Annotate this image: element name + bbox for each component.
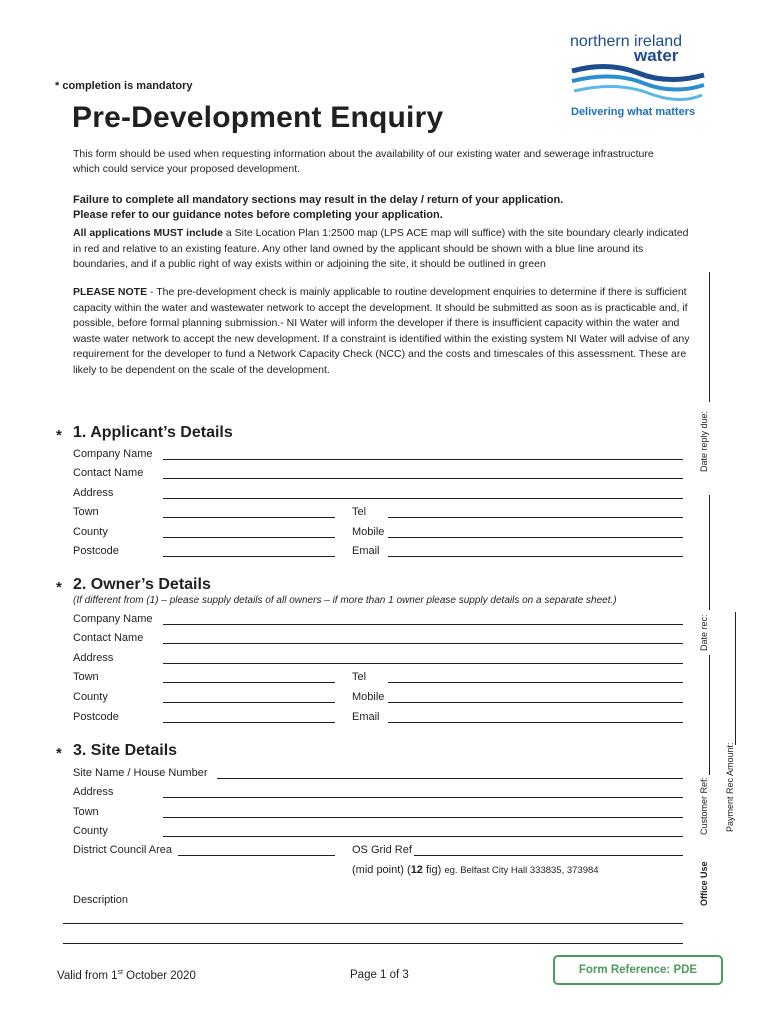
s1-county-label: County — [73, 526, 108, 538]
s3-description-field-2[interactable] — [63, 943, 683, 944]
section3-heading: 3. Site Details — [73, 742, 178, 759]
s1-contact-field[interactable] — [163, 478, 683, 479]
s1-town-label: Town — [73, 506, 99, 518]
s3-midpoint-b: 12 — [410, 864, 423, 876]
s3-site-name-label: Site Name / House Number — [73, 767, 208, 779]
s3-os-grid-field[interactable] — [414, 855, 683, 856]
s3-address-field[interactable] — [163, 797, 683, 798]
intro-text: This form should be used when requesting information about the availability of our existing water and sewerage infrastructure which could service your proposed development. — [73, 148, 654, 175]
s2-postcode-label: Postcode — [73, 711, 119, 723]
s3-county-label: County — [73, 825, 108, 837]
date-rec-label: Date rec: — [699, 614, 709, 651]
s3-midpoint-hint — [352, 864, 599, 876]
s2-town-field[interactable] — [163, 682, 335, 683]
s2-mobile-field[interactable] — [388, 702, 683, 703]
mandatory-note: * completion is mandatory — [55, 80, 193, 92]
section2-subnote: (If different from (1) – please supply details of all owners – if more than 1 owner please supply details on a separate sheet.) — [73, 595, 617, 606]
warning-line-2: Please refer to our guidance notes before completing your application. — [73, 209, 443, 221]
logo-waves-icon — [568, 63, 708, 105]
s1-mobile-label: Mobile — [352, 526, 385, 538]
s3-district-field[interactable] — [178, 855, 335, 856]
s1-email-label: Email — [352, 545, 380, 557]
section2-mandatory-star: * — [56, 579, 62, 596]
s2-email-label: Email — [352, 711, 380, 723]
logo-line2: water — [634, 46, 679, 65]
customer-ref-line[interactable] — [709, 655, 710, 775]
s3-os-grid-label: OS Grid Ref — [352, 844, 412, 856]
s1-contact-label: Contact Name — [73, 467, 144, 479]
s2-town-label: Town — [73, 671, 99, 683]
s1-mobile-field[interactable] — [388, 537, 683, 538]
page-number: Page 1 of 3 — [350, 969, 409, 981]
date-reply-label: Date reply due: — [699, 410, 709, 472]
s3-description-field-1[interactable] — [63, 923, 683, 924]
section2-heading: 2. Owner’s Details — [73, 576, 211, 593]
section1-heading: 1. Applicant’s Details — [73, 424, 233, 441]
page-title: Pre-Development Enquiry — [72, 101, 444, 134]
s3-midpoint-c: fig) — [422, 864, 445, 876]
all-applications-body: a Site Location Plan 1:2500 map (LPS ACE map will suffice) with the site boundary clearly indicated in red and relative to an existing feature. Any other land owned by the applicant should be shown with a blue line around its boundaries, and if a public right of way exists within or adjoining the site, it should be outlined in green — [73, 227, 689, 270]
s1-company-field[interactable] — [163, 459, 683, 460]
warning-block — [73, 193, 683, 223]
s2-tel-label: Tel — [352, 671, 367, 683]
s3-address-label: Address — [73, 786, 114, 798]
please-note-body: - The pre-development check is mainly applicable to routine development enquiries to determine if there is sufficient capacity within the water and wastewater network to accept the development. It should be submitted as soon as is practicable and, if possible, before formal planning submission.- NI Water will inform the developer if there is insufficient capacity within the water and waste water network to accept the new development. If a constraint is identified within the existing system NI Water will advise of any requirement for the developer to fund a Network Capacity Check (NCC) and the costs and timescales of this assessment. These are likely to be dependent on the scale of the development. — [73, 286, 690, 376]
s3-description-label: Description — [73, 894, 129, 906]
s1-town-field[interactable] — [163, 517, 335, 518]
s2-email-field[interactable] — [388, 722, 683, 723]
s1-postcode-label: Postcode — [73, 545, 119, 557]
s2-tel-field[interactable] — [388, 682, 683, 683]
s3-district-label: District Council Area — [73, 844, 173, 856]
s3-midpoint-a: (mid point) ( — [352, 864, 411, 876]
logo-line1: northern ireland — [570, 33, 683, 50]
date-reply-line[interactable] — [709, 272, 710, 402]
date-rec-line[interactable] — [709, 495, 710, 610]
s1-postcode-field[interactable] — [163, 556, 335, 557]
s3-county-field[interactable] — [163, 836, 683, 837]
s1-address-field[interactable] — [163, 498, 683, 499]
valid-from-a: Valid from 1 — [57, 969, 118, 982]
please-note-text — [73, 285, 693, 378]
all-applications-bold: All applications MUST include — [73, 227, 223, 239]
s2-contact-field[interactable] — [163, 643, 683, 644]
section1-mandatory-star: * — [56, 427, 62, 444]
s3-town-field[interactable] — [163, 817, 683, 818]
payment-label: Payment Rec Amount: — [725, 742, 735, 832]
s2-address-field[interactable] — [163, 663, 683, 664]
s2-county-label: County — [73, 691, 108, 703]
s1-company-label: Company Name — [73, 448, 153, 460]
s3-town-label: Town — [73, 806, 99, 818]
form-reference-badge: Form Reference: PDE — [553, 955, 723, 985]
s2-company-field[interactable] — [163, 624, 683, 625]
customer-ref-label: Customer Ref: — [699, 776, 709, 835]
s3-midpoint-example: eg. Belfast City Hall 333835, 373984 — [444, 865, 599, 876]
s3-site-name-field[interactable] — [217, 778, 683, 779]
s1-tel-label: Tel — [352, 506, 367, 518]
s2-county-field[interactable] — [163, 702, 335, 703]
s2-mobile-label: Mobile — [352, 691, 385, 703]
all-applications-text — [73, 226, 698, 273]
s2-company-label: Company Name — [73, 613, 153, 625]
office-use-label: Office Use — [699, 861, 709, 906]
s1-email-field[interactable] — [388, 556, 683, 557]
warning-line-1: Failure to complete all mandatory sections may result in the delay / return of your application. — [73, 194, 564, 206]
s2-postcode-field[interactable] — [163, 722, 335, 723]
please-note-bold: PLEASE NOTE — [73, 286, 148, 298]
valid-from-b: October 2020 — [122, 969, 196, 982]
payment-line[interactable] — [735, 612, 736, 745]
valid-from — [57, 969, 196, 982]
section3-mandatory-star: * — [56, 745, 62, 762]
s2-address-label: Address — [73, 652, 114, 664]
valid-from-sup: st — [117, 969, 123, 976]
s1-county-field[interactable] — [163, 537, 335, 538]
s2-contact-label: Contact Name — [73, 632, 144, 644]
logo-tagline: Delivering what matters — [571, 106, 696, 118]
s1-address-label: Address — [73, 487, 114, 499]
s1-tel-field[interactable] — [388, 517, 683, 518]
